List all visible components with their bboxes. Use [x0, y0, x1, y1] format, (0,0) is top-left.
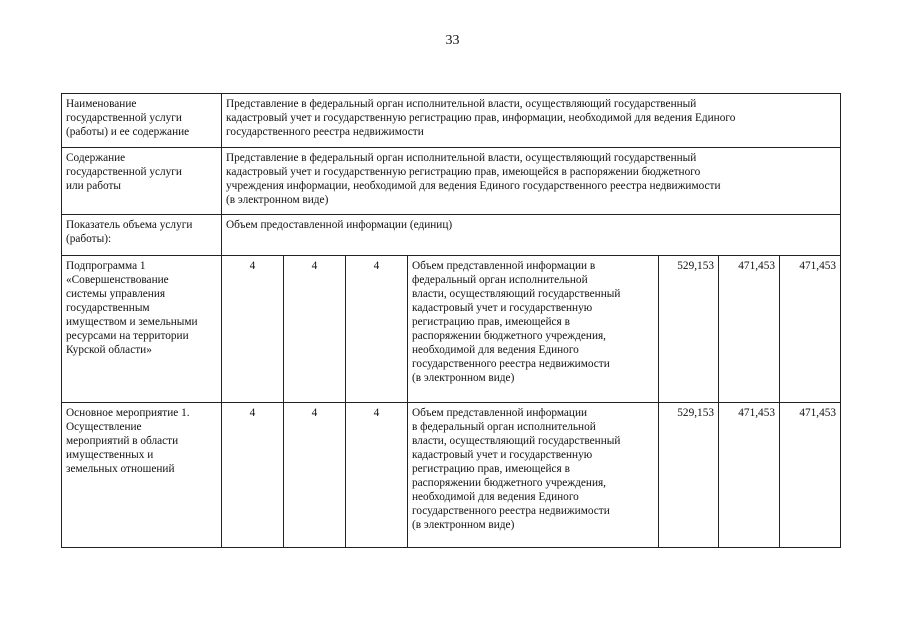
service-content-value: Представление в федеральный орган исполнительной власти, осуществляющий государственный кадастровый учет и государственную регистрацию прав, имеющейся в распоряжении бюджетного учреждения информации, необходимой для ведения Единого государственного реестра недвижимости (в электронном виде): [222, 148, 841, 215]
indicator-description: Объем представленной информации в федеральный орган исполнительной власти, осуществляющий государственный кадастровый учет и государственную регистрацию прав, имеющейся в распоряжении бюджетного учреждения, необходимой для ведения Единого государственного реестра недвижимости (в электронном виде): [408, 403, 659, 548]
indicator-description: Объем представленной информации в федеральный орган исполнительной власти, осуществляющий государственный кадастровый учет и государственную регистрацию прав, имеющейся в распоряжении бюджетного учреждения, необходимой для ведения Единого государственного реестра недвижимости (в электронном виде): [408, 256, 659, 403]
program-name: Подпрограмма 1 «Совершенствование системы управления государственным имуществом и земельными ресурсами на территории Курской области»: [62, 256, 222, 403]
service-content-label: Содержание государственной услуги или работы: [62, 148, 222, 215]
value-cell: 471,453: [780, 256, 841, 403]
volume-indicator-value: Объем предоставленной информации (единиц): [222, 215, 841, 256]
service-name-value: Представление в федеральный орган исполнительной власти, осуществляющий государственный кадастровый учет и государственную регистрацию прав, информации, необходимой для ведения Единого государственного реестра недвижимости: [222, 94, 841, 148]
count-cell: 4: [284, 403, 346, 548]
volume-indicator-label: Показатель объема услуги (работы):: [62, 215, 222, 256]
value-cell: 529,153: [659, 256, 719, 403]
service-content-row: [62, 148, 841, 215]
table-row: [62, 403, 841, 548]
count-cell: 4: [284, 256, 346, 403]
count-cell: 4: [222, 256, 284, 403]
value-cell: 471,453: [780, 403, 841, 548]
value-cell: 471,453: [719, 256, 780, 403]
service-name-row: [62, 94, 841, 148]
count-cell: 4: [222, 403, 284, 548]
service-name-label: Наименование государственной услуги (работы) и ее содержание: [62, 94, 222, 148]
volume-indicator-row: [62, 215, 841, 256]
page-number: 33: [445, 33, 460, 48]
count-cell: 4: [346, 256, 408, 403]
service-table: [61, 93, 841, 548]
program-name: Основное мероприятие 1. Осуществление мероприятий в области имущественных и земельных отношений: [62, 403, 222, 548]
count-cell: 4: [346, 403, 408, 548]
value-cell: 471,453: [719, 403, 780, 548]
table-row: [62, 256, 841, 403]
value-cell: 529,153: [659, 403, 719, 548]
